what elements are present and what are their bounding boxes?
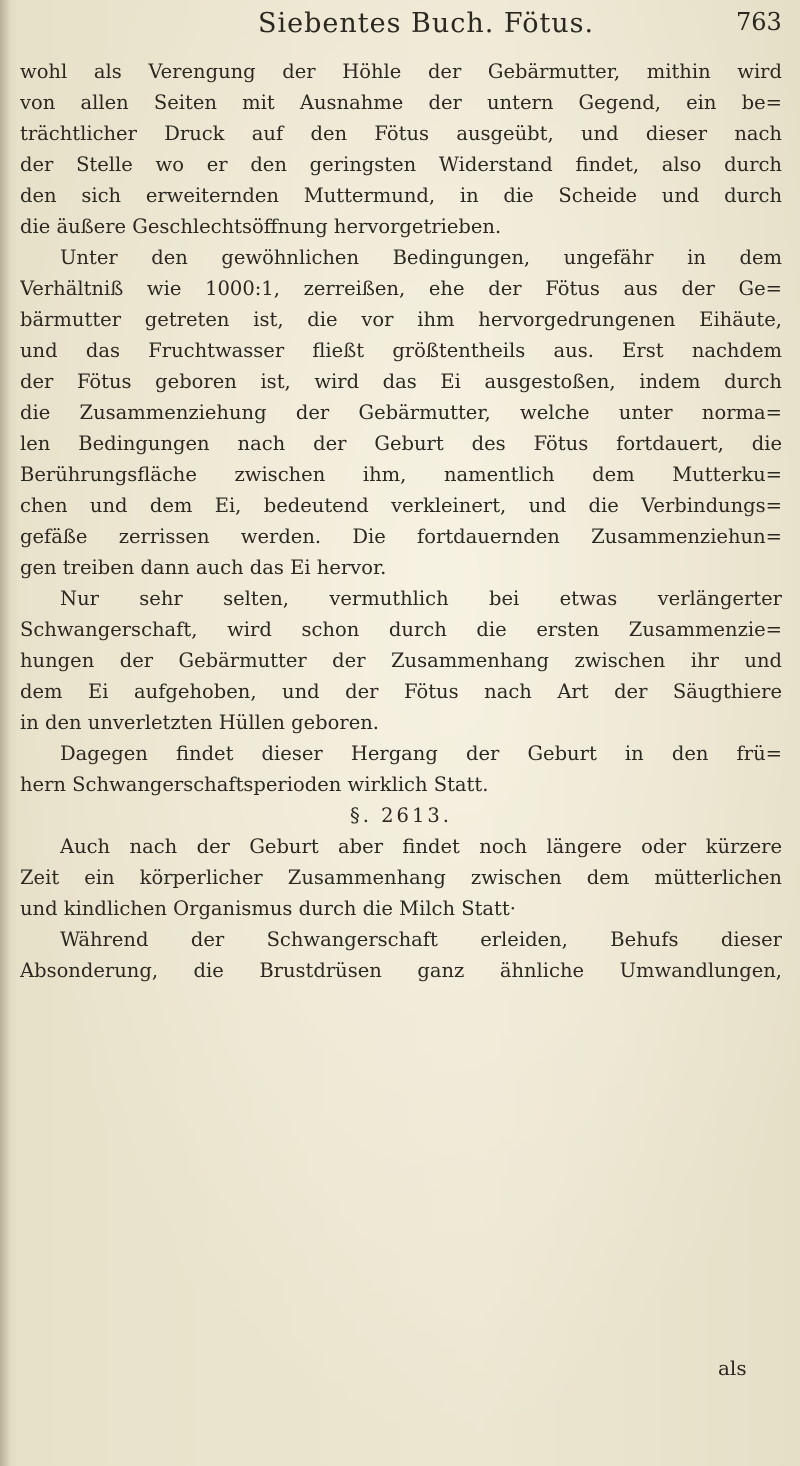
text-line: Absonderung, die Brustdrüsen ganz ähnliche Umwandlungen, <box>20 959 782 982</box>
paragraph-end-line: und kindlichen Organismus durch die Milch Statt· <box>20 897 516 920</box>
paragraph-start-line: Während der Schwangerschaft erleiden, Behufs dieser <box>60 928 782 951</box>
paragraph-end-line: hern Schwangerschaftsperioden wirklich Statt. <box>20 773 489 796</box>
paragraph-end-line: in den unverletzten Hüllen geboren. <box>20 711 379 734</box>
text-line: trächtlicher Druck auf den Fötus ausgeübt, und dieser nach <box>20 122 782 145</box>
section-heading: §. 2613. <box>350 804 452 827</box>
text-line: Berührungsfläche zwischen ihm, namentlich dem Mutterku= <box>20 463 782 486</box>
paragraph-end-line: gen treiben dann auch das Ei hervor. <box>20 556 387 579</box>
paragraph-end-line: die äußere Geschlechtsöffnung hervorgetrieben. <box>20 215 502 238</box>
text-line: bärmutter getreten ist, die vor ihm hervorgedrungenen Eihäute, <box>20 308 782 331</box>
text-line: die Zusammenziehung der Gebärmutter, welche unter norma= <box>20 401 782 424</box>
running-head <box>0 8 800 48</box>
text-line: chen und dem Ei, bedeutend verkleinert, und die Verbindungs= <box>20 494 782 517</box>
page-number: 763 <box>736 8 782 36</box>
catchword: als <box>718 1356 747 1380</box>
text-line: dem Ei aufgehoben, und der Fötus nach Art der Säugthiere <box>20 680 782 703</box>
text-line: der Stelle wo er den geringsten Widerstand findet, also durch <box>20 153 782 176</box>
text-line: Zeit ein körperlicher Zusammenhang zwischen dem mütterlichen <box>20 866 782 889</box>
text-line: gefäße zerrissen werden. Die fortdauernden Zusammenziehun= <box>20 525 782 548</box>
body-text <box>20 56 782 986</box>
paragraph-start-line: Nur sehr selten, vermuthlich bei etwas verlängerter <box>60 587 782 610</box>
text-line: der Fötus geboren ist, wird das Ei ausgestoßen, indem durch <box>20 370 782 393</box>
paragraph-start-line: Unter den gewöhnlichen Bedingungen, ungefähr in dem <box>60 246 782 269</box>
paragraph-start-line: Dagegen findet dieser Hergang der Geburt in den frü= <box>60 742 782 765</box>
running-head-title: Siebentes Buch. Fötus. <box>258 8 595 39</box>
text-line: Schwangerschaft, wird schon durch die ersten Zusammenzie= <box>20 618 782 641</box>
text-line: len Bedingungen nach der Geburt des Fötus fortdauert, die <box>20 432 782 455</box>
text-line: wohl als Verengung der Höhle der Gebärmutter, mithin wird <box>20 60 782 83</box>
text-line: von allen Seiten mit Ausnahme der untern Gegend, ein be= <box>20 91 782 114</box>
text-line: Verhältniß wie 1000:1, zerreißen, ehe der Fötus aus der Ge= <box>20 277 782 300</box>
text-line: hungen der Gebärmutter der Zusammenhang zwischen ihr und <box>20 649 782 672</box>
text-line: und das Fruchtwasser fließt größtentheils aus. Erst nachdem <box>20 339 782 362</box>
text-line: den sich erweiternden Muttermund, in die Scheide und durch <box>20 184 782 207</box>
paragraph-start-line: Auch nach der Geburt aber findet noch längere oder kürzere <box>60 835 782 858</box>
